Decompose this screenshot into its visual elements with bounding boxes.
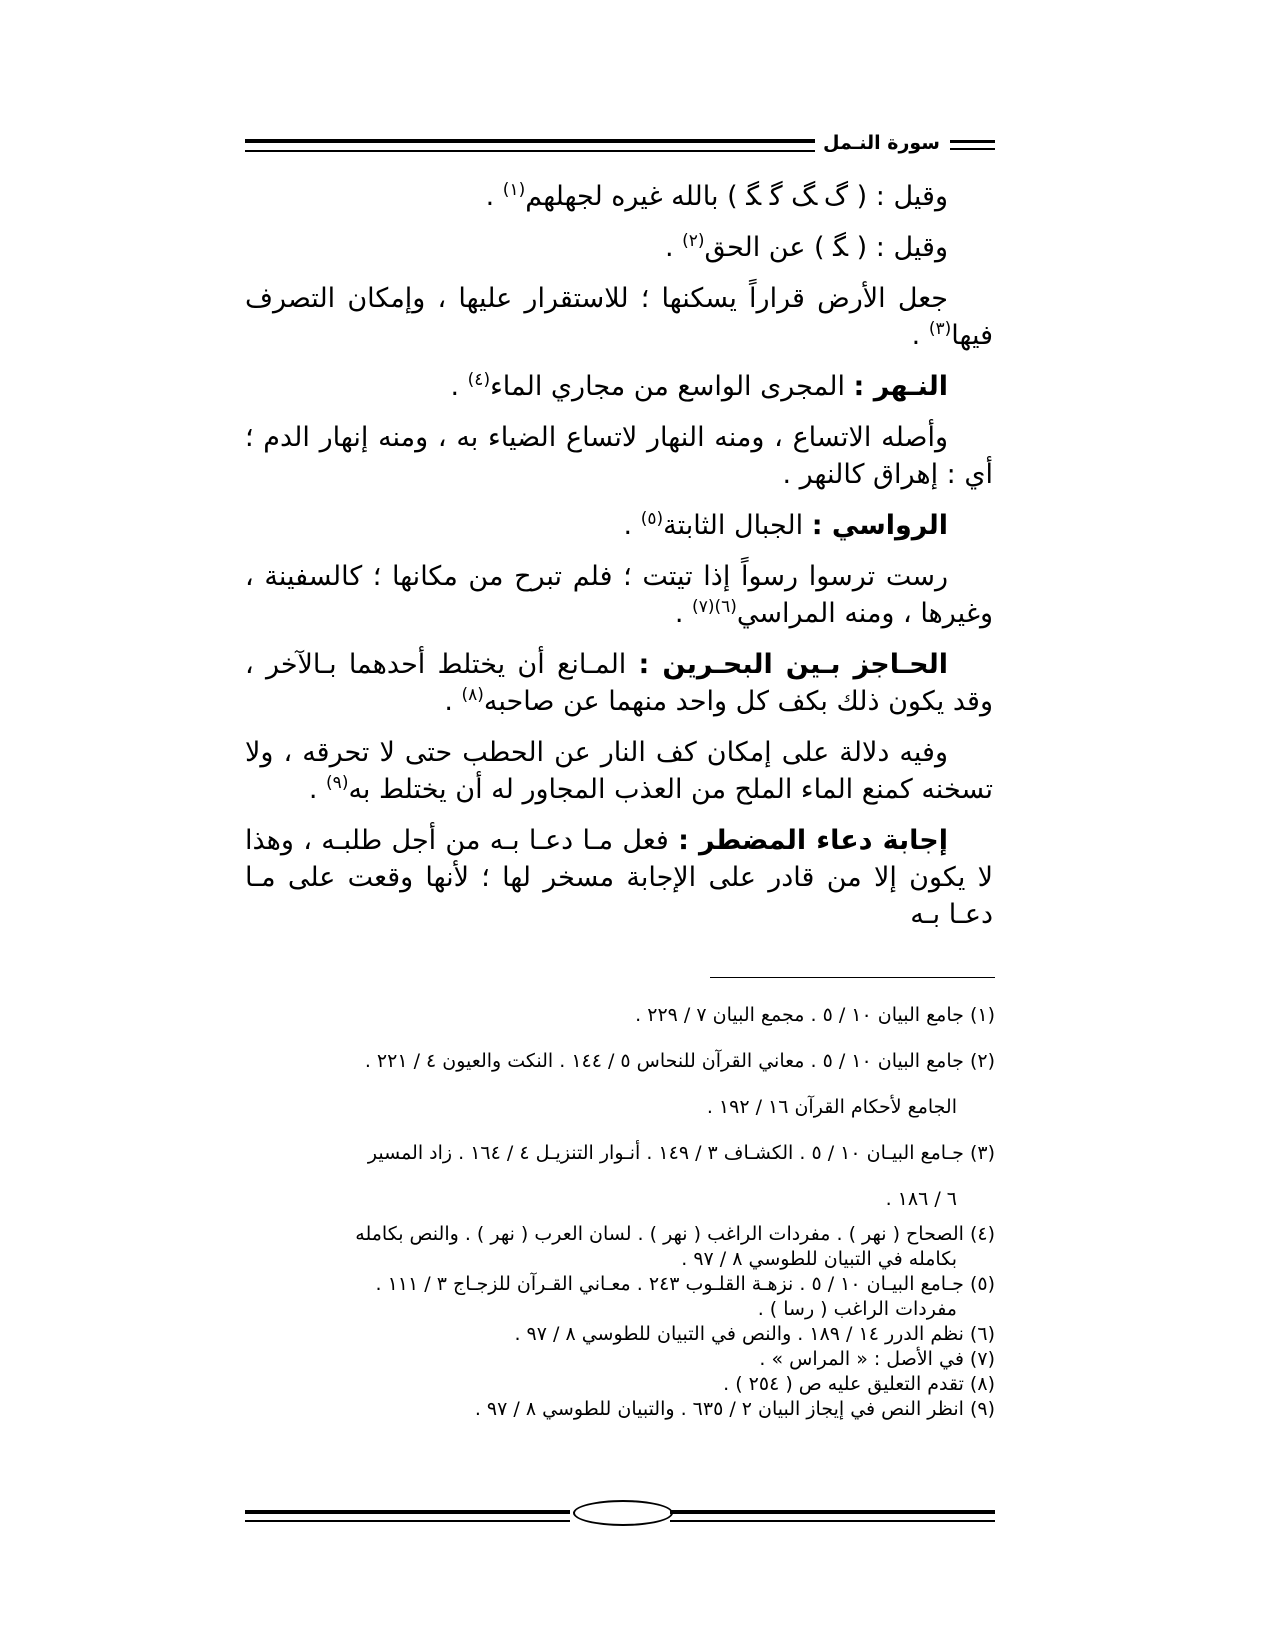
paragraph: جعل الأرض قراراً يسكنها ؛ للاستقرار عليها ، وإمكان التصرف فيها$^{(٣)}$ . (245, 283, 993, 351)
definition-paragraph: النـهر : المجرى الواسع من مجاري الماء$^{(٤)}$ . (450, 370, 948, 402)
footer-rule-left (245, 1510, 570, 1522)
paragraph: رست ترسوا رسواً إذا تيتت ؛ فلم تبرح من مكانها ؛ كالسفينة ، وغيرها ، ومنه المراسي$^{(٦)(٧)}$ . (245, 561, 993, 629)
page-header (245, 130, 995, 158)
footnote-ref: (٦)(٧) (692, 597, 737, 617)
footnote: (١) جامع البيان ١٠ / ٥ . مجمع البيان ٧ / ٢٢٩ . (635, 1004, 995, 1026)
footer-rule-right (670, 1510, 995, 1522)
defined-term: النـهر : (853, 371, 948, 402)
footnote-ref: (٩) (326, 773, 349, 793)
page-footer-ornament (245, 1500, 995, 1530)
paragraph: وقيل : ( ﮕ ) عن الحق$^{(٢)}$ . (664, 231, 948, 263)
definition-paragraph: الحـاجز بـين البحـرين : المـانع أن يختلط أحدهما بـالآخر ، وقد يكون ذلك بكف كل واحد منهما عن صاحبه$^{(٨)}$ . (245, 649, 993, 717)
footnote-ref: (٥) (640, 509, 664, 529)
header-rule-short (950, 140, 995, 150)
footnote-ref: (٣) (928, 319, 952, 339)
footnote: (٦) نظم الدرر ١٤ / ١٨٩ . والنص في التبيان للطوسي ٨ / ٩٧ . (514, 1323, 995, 1345)
footnote-ref: (٤) (467, 370, 491, 390)
defined-term: إجابة دعاء المضطر : (678, 825, 948, 856)
footnote-divider (710, 977, 995, 978)
footnote: (٣) جـامع البيـان ١٠ / ٥ . الكشـاف ٣ / ١٤٩ . أنـوار التنزيـل ٤ / ١٦٤ . زاد المسير ٦ / ١٨٦ . (367, 1142, 995, 1210)
paragraph: وفيه دلالة على إمكان كف النار عن الحطب حتى لا تحرقه ، ولا تسخنه كمنع الماء الملح من العذب المجاور له أن يختلط به$^{(٩)}$ . (245, 737, 993, 805)
defined-term: الحـاجز بـين البحـرين : (638, 649, 948, 680)
footnote: (٤) الصحاح ( نهر ) . مفردات الراغب ( نهر ) . لسان العرب ( نهر ) . والنص بكامله بكامله في التبيان للطوسي ٨ / ٩٧ . (355, 1223, 995, 1270)
footnote-ref: (٨) (461, 685, 484, 705)
footnote-ref: (٢) (682, 231, 705, 251)
footnote: (٨) تقدم التعليق عليه ص ( ٢٥٤ ) . (723, 1373, 995, 1395)
paragraph: وأصله الاتساع ، ومنه النهار لاتساع الضياء به ، ومنه إنهار الدم ؛ أي : إهراق كالنهر . (245, 422, 993, 490)
footnotes (245, 992, 995, 1422)
main-text (245, 178, 993, 947)
footnote: (٧) في الأصل : « المراس » . (759, 1348, 995, 1370)
defined-term: الرواسي : (811, 510, 948, 541)
definition-paragraph: إجابة دعاء المضطر : فعل مـا دعـا بـه من أجل طلبـه ، وهذا لا يكون إلا من قادر على الإجابة مسخر لها ؛ لأنها وقعت على مـا دعـا بـه (245, 825, 993, 930)
footnote: (٥) جـامع البيـان ١٠ / ٥ . نزهـة القلـوب ٢٤٣ . معـاني القـرآن للزجـاج ٣ / ١١١ . مفردات الراغب ( رسا ) . (375, 1273, 995, 1320)
footnote: (٢) جامع البيان ١٠ / ٥ . معاني القرآن للنحاس ٥ / ١٤٤ . النكت والعيون ٤ / ٢٢١ . الجامع لأحكام القرآن ١٦ / ١٩٢ . (364, 1050, 995, 1118)
surah-title: سورة النـمل (823, 132, 940, 154)
footnote: (٩) انظر النص في إيجاز البيان ٢ / ٦٣٥ . والتبيان للطوسي ٨ / ٩٧ . (474, 1398, 995, 1420)
header-rule-long (245, 139, 815, 152)
definition-paragraph: الرواسي : الجبال الثابتة$^{(٥)}$ . (623, 509, 948, 541)
footnote-ref: (١) (502, 180, 526, 200)
paragraph: وقيل : ( ﮒ ﮓ ﮔ ﮕ ) بالله غيره لجهلهم$^{(١)}$ . (485, 180, 948, 212)
page-number-oval (573, 1500, 673, 1526)
